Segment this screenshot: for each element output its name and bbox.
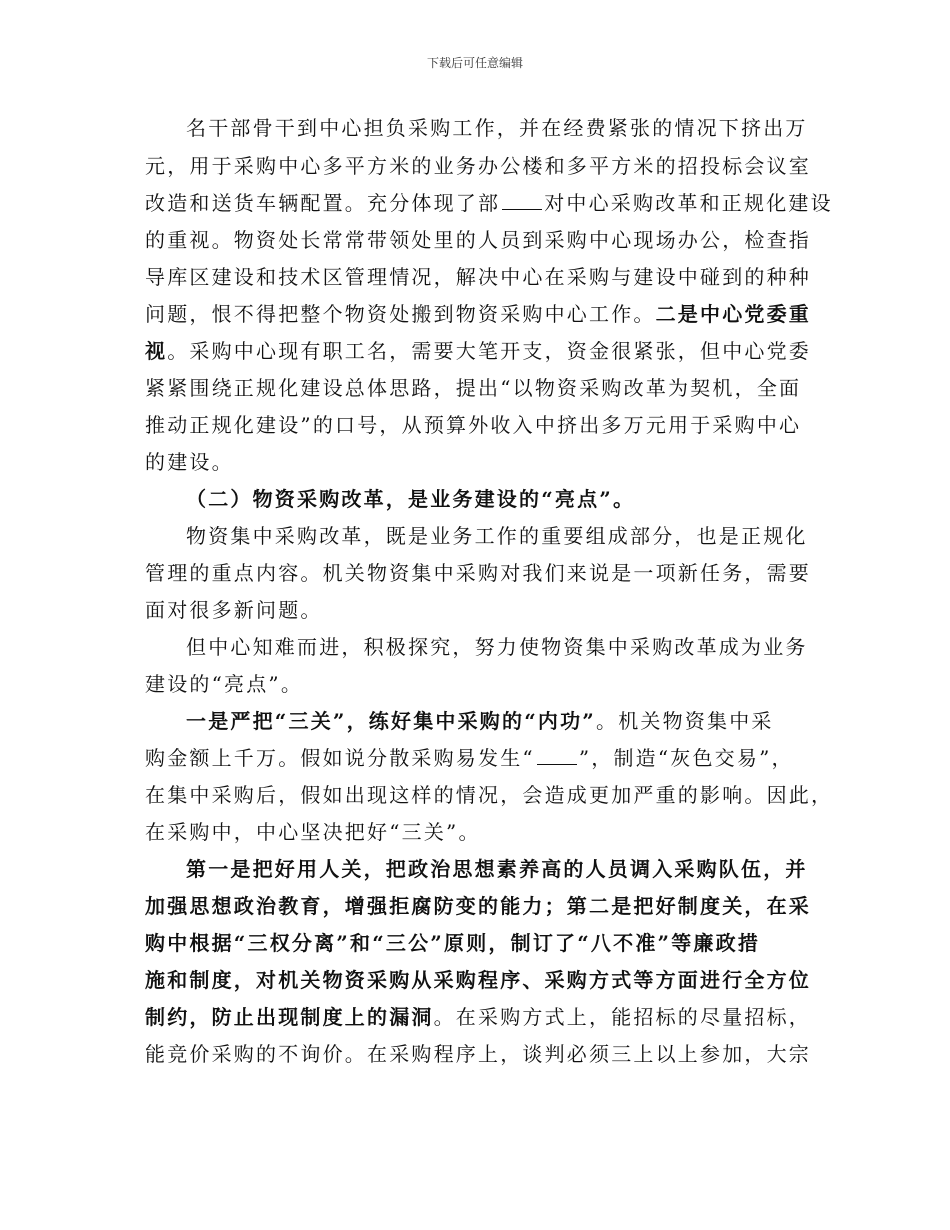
text-line: 推动正规化建设”的口号，从预算外收入中挤出多万元用于采购中心 [145, 413, 802, 437]
text-line: 加强思想政治教育，增强拒腐防变的能力；第二是把好制度关，在采 [145, 894, 811, 918]
text-span: 。采购中心现有职工名，需要大笔开支，资金很紧张，但中心党委 [167, 339, 812, 363]
bold-text: 制约，防止出现制度上的漏洞 [145, 1005, 434, 1029]
text-line: 物资集中采购改革，既是业务工作的重要组成部分，也是正规化 [186, 524, 808, 548]
text-line: 的建设。 [145, 450, 234, 474]
text-line [186, 708, 774, 734]
text-line: 紧紧围绕正规化建设总体思路，提出“以物资采购改革为契机，全面 [145, 376, 802, 400]
text-line: 能竞价采购的不询价。在采购程序上，谈判必须三上以上参加，大宗 [145, 1042, 811, 1066]
text-line [145, 301, 811, 327]
bold-text: 一是严把“三关”，练好集中采购的“内功” [186, 709, 597, 733]
text-line [145, 190, 833, 216]
fill-in-blank [537, 746, 577, 765]
text-span: 问题，恨不得把整个物资处搬到物资采购中心工作。 [145, 302, 656, 326]
bold-text: 二是中心党委重 [655, 302, 812, 326]
bold-text: 视 [145, 339, 168, 363]
text-span: 。在采购方式上，能招标的尽量招标， [433, 1005, 812, 1029]
text-line: 元，用于采购中心多平方米的业务办公楼和多平方米的招投标会议室 [145, 154, 811, 178]
text-span: ”，制造“灰色交易”， [578, 746, 794, 770]
text-line: 导库区建设和技术区管理情况，解决中心在采购与建设中碰到的种种 [145, 265, 811, 289]
text-line: 面对很多新问题。 [145, 598, 323, 622]
text-line: 名干部骨干到中心担负采购工作，并在经费紧张的情况下挤出万 [186, 116, 808, 140]
text-line [145, 745, 794, 771]
text-line: 在采购中，中心坚决把好“三关”。 [145, 820, 481, 844]
section-heading: （二）物资采购改革，是业务建设的“亮点”。 [186, 487, 636, 511]
text-line: 第一是把好用人关，把政治思想素养高的人员调入采购队伍，并 [186, 857, 808, 881]
text-line: 管理的重点内容。机关物资集中采购对我们来说是一项新任务，需要 [145, 561, 811, 585]
text-line [145, 338, 811, 364]
text-span: 。机关物资集中采 [596, 709, 774, 733]
text-line: 施和制度，对机关物资采购从采购程序、采购方式等方面进行全方位 [145, 968, 811, 992]
text-line: 但中心知难而进，积极探究，努力使物资集中采购改革成为业务 [186, 635, 808, 659]
text-line: 购中根据“三权分离”和“三公”原则，制订了“八不准”等廉政措 [145, 931, 761, 955]
text-span: 改造和送货车辆配置。充分体现了部 [145, 191, 501, 215]
text-line: 在集中采购后，假如出现这样的情况，会造成更加严重的影响。因此， [145, 783, 834, 807]
fill-in-blank [502, 191, 542, 210]
text-span: 对中心采购改革和正规化建设 [544, 191, 833, 215]
text-line: 的重视。物资处长常常带领处里的人员到采购中心现场办公，检查指 [145, 228, 811, 252]
text-line: 建设的“亮点”。 [145, 672, 304, 696]
page-header-note: 下载后可任意编辑 [426, 56, 523, 70]
text-span: 购金额上千万。假如说分散采购易发生“ [145, 746, 535, 770]
text-line [145, 1004, 811, 1030]
